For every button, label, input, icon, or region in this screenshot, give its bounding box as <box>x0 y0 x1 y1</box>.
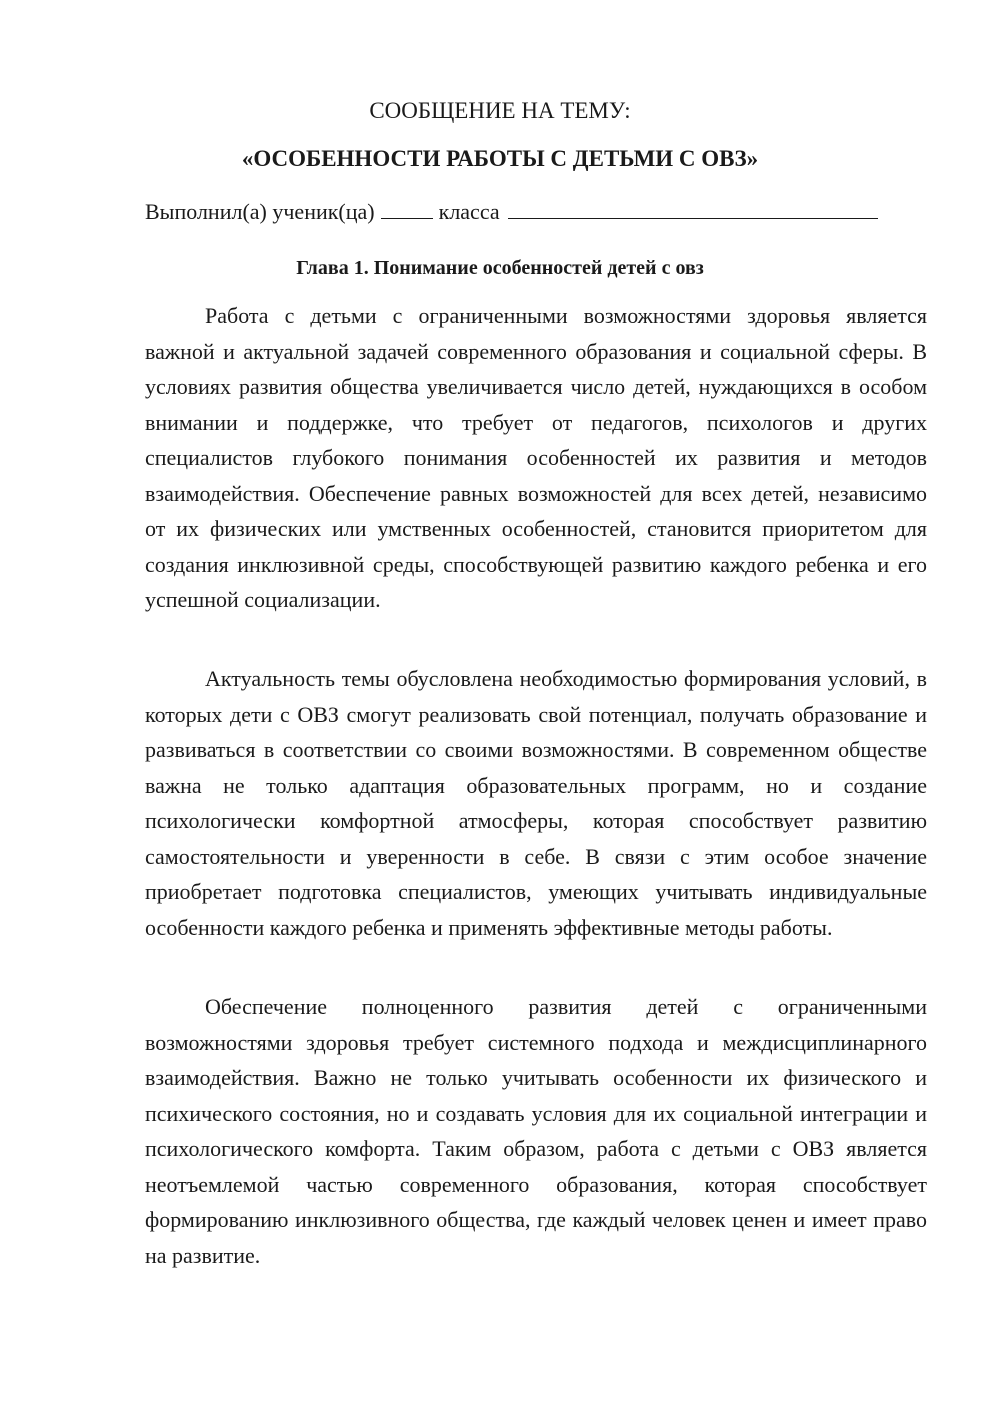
author-byline <box>145 197 935 227</box>
byline-class-label: класса <box>438 199 500 224</box>
body-paragraph-3: Обеспечение полноценного развития детей с ограниченными возможностями здоровья требует системного подхода и междисциплинарного взаимодействия. Важно не только учитывать особенности их физического и психического состояния, но и создавать условия для их социальной интеграции и психологического комфорта. Таким образом, работа с детьми с ОВЗ является неотъемлемой частью современного образования, которая способствует формированию инклюзивного общества, где каждый человек ценен и имеет право на развитие. <box>145 994 927 1268</box>
document-title-line-2: «ОСОБЕННОСТИ РАБОТЫ С ДЕТЬМИ С ОВЗ» <box>241 146 759 171</box>
class-name-blank <box>508 198 878 219</box>
byline-student-label: Выполнил(а) ученик(ца) <box>145 199 375 224</box>
body-paragraph-2: Актуальность темы обусловлена необходимостью формирования условий, в которых дети с ОВЗ смогут реализовать свой потенциал, получать образование и развиваться в соответствии со своими возможностями. В современном обществе важна не только адаптация образовательных программ, но и создание психологически комфортной атмосферы, которая способствует развитию самостоятельности и уверенности в себе. В связи с этим особое значение приобретает подготовка специалистов, умеющих учитывать индивидуальные особенности каждого ребенка и применять эффективные методы работы. <box>145 666 927 940</box>
document-title-line-1: СООБЩЕНИЕ НА ТЕМУ: <box>369 98 631 123</box>
body-paragraph-1: Работа с детьми с ограниченными возможностями здоровья является важной и актуальной задачей современного образования и социальной сферы. В условиях развития общества увеличивается число детей, нуждающихся в особом внимании и поддержке, что требует от педагогов, психологов и других специалистов глубокого понимания особенностей их развития и методов взаимодействия. Обеспечение равных возможностей для всех детей, независимо от их физических или умственных особенностей, становится приоритетом для создания инклюзивной среды, способствующей развитию каждого ребенка и его успешной социализации. <box>145 303 927 612</box>
class-number-blank <box>381 198 433 219</box>
chapter-heading: Глава 1. Понимание особенностей детей с овз <box>296 257 704 279</box>
